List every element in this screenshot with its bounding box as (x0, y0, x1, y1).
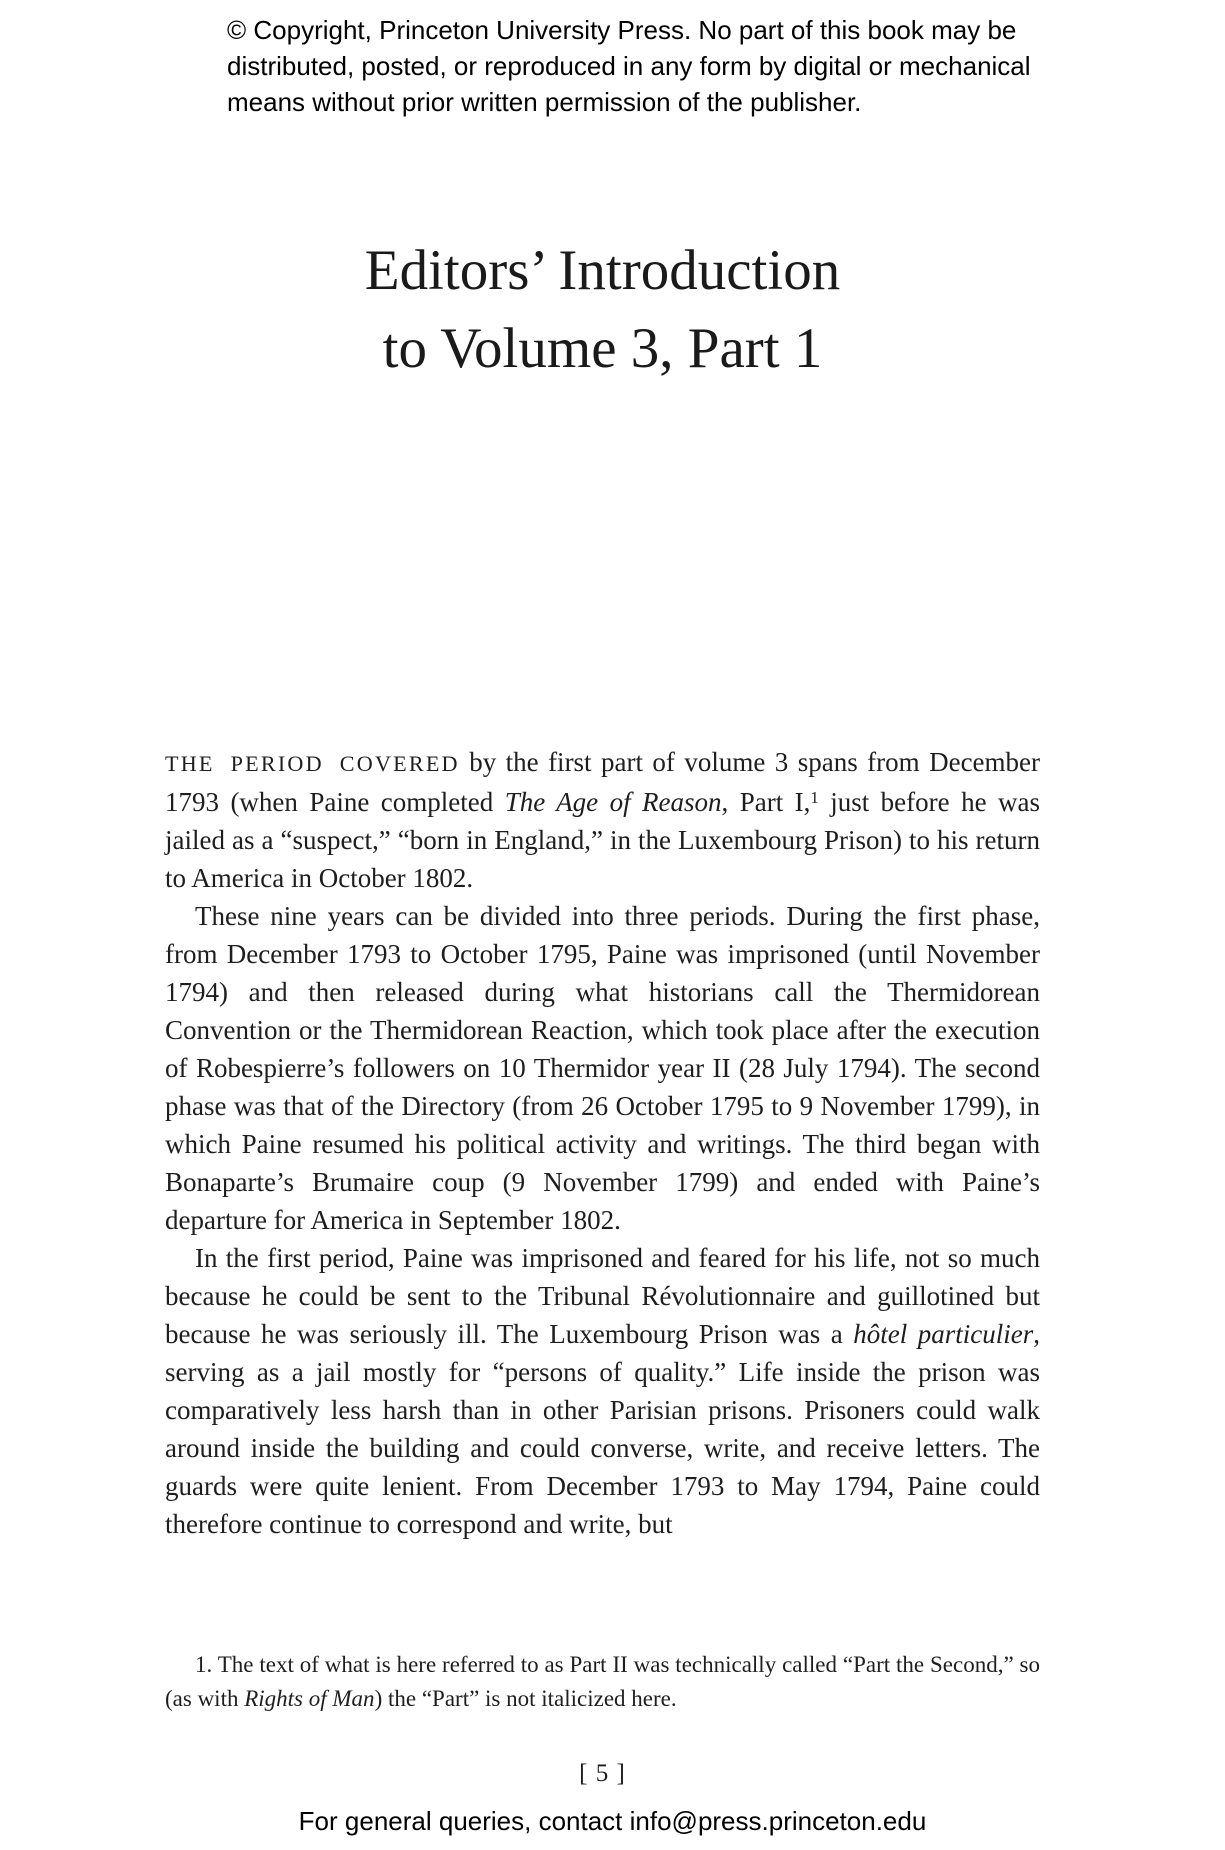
copyright-line-1: © Copyright, Princeton University Press. No part of this book may be (227, 15, 1017, 45)
footer-query-line: For general queries, contact info@press.princeton.edu (298, 1806, 927, 1836)
page-title-line-2: to Volume 3, Part 1 (382, 317, 823, 380)
copyright-line-3: means without prior written permission of the publisher. (227, 87, 862, 117)
paragraph-1: THE PERIOD COVERED by the first part of volume 3 spans from December 1793 (when Paine completed The Age of Reason, Part I,$^1$ just before he was jailed as a “suspect,” “born in England,” in the Luxembourg Prison) to his return to America in October 1802. (165, 747, 1041, 893)
page-title (165, 232, 1040, 388)
copyright-notice (227, 12, 1031, 120)
copyright-line-2: distributed, posted, or reproduced in any form by digital or mechanical (227, 51, 1031, 81)
page-title-line-1: Editors’ Introduction (364, 239, 841, 302)
paragraph-3: In the first period, Paine was imprisoned and feared for his life, not so much because he could be sent to the Tribunal Révolutionnaire and guillotined but because he was seriously ill. The Luxembourg Prison was a hôtel particulier, serving as a jail mostly for “persons of quality.” Life inside the prison was comparatively less harsh than in other Parisian prisons. Prisoners could walk around inside the building and could converse, write, and receive letters. The guards were quite lenient. From December 1793 to May 1794, Paine could therefore continue to correspond and write, but (165, 1243, 1041, 1539)
page-number: [ 5 ] (579, 1760, 626, 1787)
paragraph-2: These nine years can be divided into three periods. During the first phase, from December 1793 to October 1795, Paine was imprisoned (until November 1794) and then released during what historians call the Thermidorean Convention or the Thermidorean Reaction, which took place after the execution of Robespierre’s followers on 10 Thermidor year II (28 July 1794). The second phase was that of the Directory (from 26 October 1795 to 9 November 1799), in which Paine resumed his political activity and writings. The third began with Bonaparte’s Brumaire coup (9 November 1799) and ended with Paine’s departure for America in September 1802. (165, 901, 1040, 1235)
body-text (165, 743, 1040, 1543)
footnote (165, 1648, 1040, 1716)
footnote-1: 1. The text of what is here referred to as Part II was technically called “Part the Second,” so (as with Rights of Man) the “Part” is not italicized here. (165, 1652, 1040, 1711)
